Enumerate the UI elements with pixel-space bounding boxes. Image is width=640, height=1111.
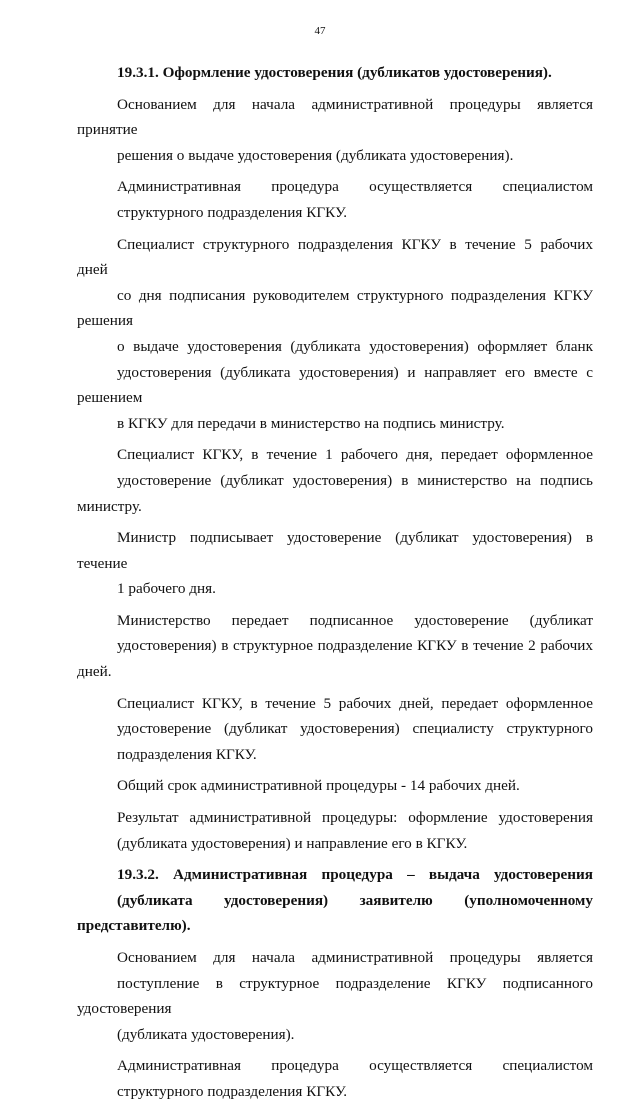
- text-line: удостоверения (дубликата удостоверения) и направляет его вместе с решением: [77, 363, 593, 407]
- paragraph: [77, 442, 593, 519]
- paragraph: [77, 174, 593, 225]
- paragraph: [77, 805, 593, 856]
- paragraph: [77, 691, 593, 768]
- text-line: удостоверения) в структурное подразделение КГКУ в течение 2 рабочих дней.: [77, 637, 593, 681]
- text-line: Министр подписывает удостоверение (дубликат удостоверения) в течение: [77, 529, 593, 572]
- paragraph: [77, 945, 593, 1047]
- text-line: структурного подразделения КГКУ.: [117, 203, 348, 221]
- text-line: Специалист КГКУ, в течение 5 рабочих дней, передает оформленное: [117, 694, 593, 712]
- paragraph: [77, 232, 593, 437]
- text-line: Основанием для начала административной процедуры является принятие: [77, 95, 593, 139]
- paragraph: [77, 608, 593, 685]
- text-line: Специалист структурного подразделения КГКУ в течение 5 рабочих дней: [77, 235, 593, 279]
- text-line: 1 рабочего дня.: [117, 580, 216, 598]
- paragraph: [77, 1053, 593, 1104]
- text-line: в КГКУ для передачи в министерство на подпись министру.: [117, 414, 505, 432]
- text-line: поступление в структурное подразделение КГКУ подписанного удостоверения: [77, 974, 593, 1018]
- text-line: 19.3.1. Оформление удостоверения (дубликатов удостоверения).: [117, 64, 552, 81]
- text-line: Основанием для начала административной процедуры является: [117, 949, 593, 966]
- text-line: (дубликата удостоверения) заявителю (уполномоченному представителю).: [77, 891, 593, 935]
- paragraph: [77, 92, 593, 169]
- text-line: решения о выдаче удостоверения (дубликата удостоверения).: [117, 146, 514, 164]
- section-heading-19-3-2: [77, 862, 593, 939]
- text-line: Административная процедура осуществляется специалистом: [117, 178, 593, 196]
- text-line: удостоверение (дубликат удостоверения) в министерство на подпись министру.: [77, 471, 593, 515]
- paragraph: [77, 773, 593, 799]
- text-line: Общий срок административной процедуры - 14 рабочих дней.: [117, 777, 520, 795]
- section-heading-19-3-1: [77, 60, 593, 86]
- text-line: (дубликата удостоверения).: [117, 1025, 295, 1043]
- text-line: структурного подразделения КГКУ.: [117, 1082, 348, 1100]
- text-line: со дня подписания руководителем структурного подразделения КГКУ решения: [77, 286, 593, 330]
- text-line: (дубликата удостоверения) и направление его в КГКУ.: [117, 834, 468, 852]
- text-line: удостоверение (дубликат удостоверения) специалисту структурного: [117, 720, 593, 738]
- text-line: Специалист КГКУ, в течение 1 рабочего дня, передает оформленное: [117, 446, 593, 464]
- text-line: Административная процедура осуществляется специалистом: [117, 1057, 593, 1075]
- text-line: Министерство передает подписанное удостоверение (дубликат: [117, 611, 593, 629]
- text-line: подразделения КГКУ.: [117, 745, 257, 763]
- page-number: 47: [314, 25, 326, 37]
- text-line: Результат административной процедуры: оформление удостоверения: [117, 809, 593, 827]
- paragraph: [77, 525, 593, 602]
- text-line: о выдаче удостоверения (дубликата удостоверения) оформляет бланк: [117, 337, 593, 355]
- document-body: [77, 60, 593, 1111]
- text-line: 19.3.2. Административная процедура – выдача удостоверения: [117, 866, 593, 884]
